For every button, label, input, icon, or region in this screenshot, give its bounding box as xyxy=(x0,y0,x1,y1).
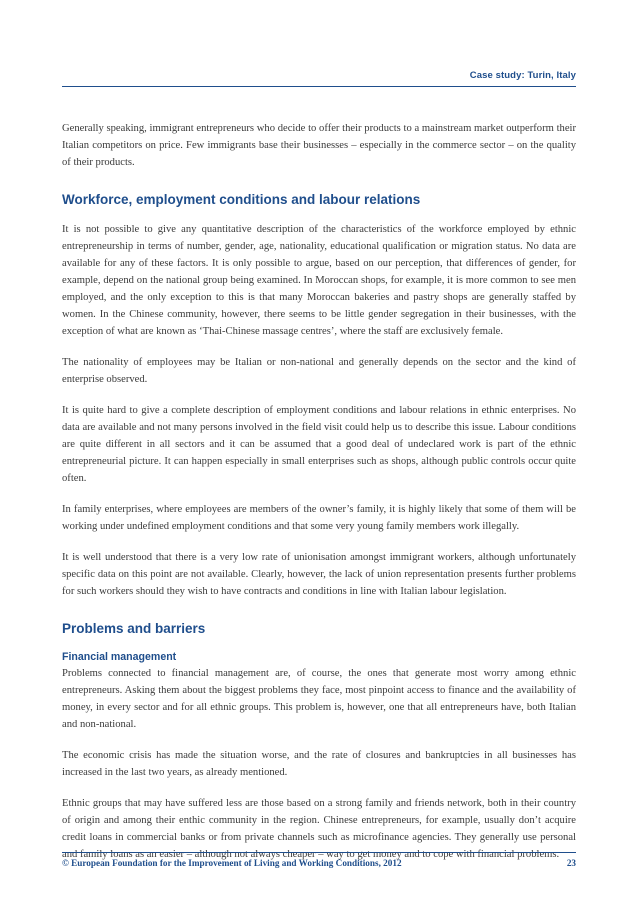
page-content xyxy=(62,120,576,863)
header-divider xyxy=(62,86,576,87)
page-number: 23 xyxy=(566,858,576,868)
section-heading-problems: Problems and barriers xyxy=(62,621,206,636)
workforce-paragraph: It is well understood that there is a very low rate of unionisation amongst immigrant workers, although unfortunately specific data on this point are not available. Clearly, however, the lack of union representation presents further problems for such workers should they wish to have contracts and conditions in line with Italian labour legislation. xyxy=(62,552,576,597)
problems-paragraph: The economic crisis has made the situation worse, and the rate of closures and bankruptcies in all businesses has increased in the last two years, as already mentioned. xyxy=(62,750,576,778)
problems-paragraph: Problems connected to financial management are, of course, the ones that generate most worry among ethnic entrepreneurs. Asking them about the biggest problems they face, most pinpoint access to finance and the availability of money, in every sector and for all ethnic groups. This problem is, however, one that all entrepreneurs have, both Italian and non-national. xyxy=(62,668,576,730)
subheading-financial-management: Financial management xyxy=(62,651,177,663)
workforce-paragraph: The nationality of employees may be Italian or non-national and generally depends on the sector and the kind of enterprise observed. xyxy=(62,357,576,385)
problems-paragraph: Ethnic groups that may have suffered less are those based on a strong family and friends network, both in their country of origin and among their enthic community in the region. Chinese entrepreneurs, for example, usually don’t acquire credit loans in commercial banks or from private channels such as microfinance agencies. They generally use personal and family loans as an easier – although not always cheaper – way to get money and to cope with financial problems. xyxy=(62,798,576,860)
workforce-paragraph: It is not possible to give any quantitative description of the characteristics of the workforce employed by ethnic entrepreneurship in terms of number, gender, age, nationality, educational qualification or migration status. No data are available for any of these factors. It is only possible to argue, based on our perception, that differences of gender, for example, depend on the national group being examined. In Moroccan shops, for example, it is more common to see men employed, and the only exception to this is that many Moroccan bakeries and pastry shops are generally staffed by women. In the Chinese community, however, there seems to be little gender segregation in their businesses, with the exception of what are known as ‘Thai-Chinese massage centres’, where the staff are exclusively female. xyxy=(62,224,576,337)
section-heading-workforce: Workforce, employment conditions and labour relations xyxy=(62,192,421,207)
workforce-paragraph: In family enterprises, where employees are members of the owner’s family, it is highly likely that some of them will be working under undefined employment conditions and that some very young family members work illegally. xyxy=(62,504,576,532)
footer-copyright: © European Foundation for the Improvement of Living and Working Conditions, 2012 xyxy=(62,858,402,868)
footer-divider xyxy=(62,852,576,853)
intro-paragraph: Generally speaking, immigrant entrepreneurs who decide to offer their products to a mainstream market outperform their Italian competitors on price. Few immigrants base their businesses – especially in the commerce sector – on the quality of their products. xyxy=(62,123,576,168)
running-header: Case study: Turin, Italy xyxy=(469,70,576,81)
workforce-paragraph: It is quite hard to give a complete description of employment conditions and labour relations in ethnic enterprises. No data are available and not many persons involved in the field visit could help us to describe this issue. Labour conditions are quite different in all sectors and it can be assumed that a good deal of undeclared work is part of the ethnic entrepreneurial picture. It can happen especially in small enterprises such as shops, although public controls occur quite often. xyxy=(62,405,576,484)
